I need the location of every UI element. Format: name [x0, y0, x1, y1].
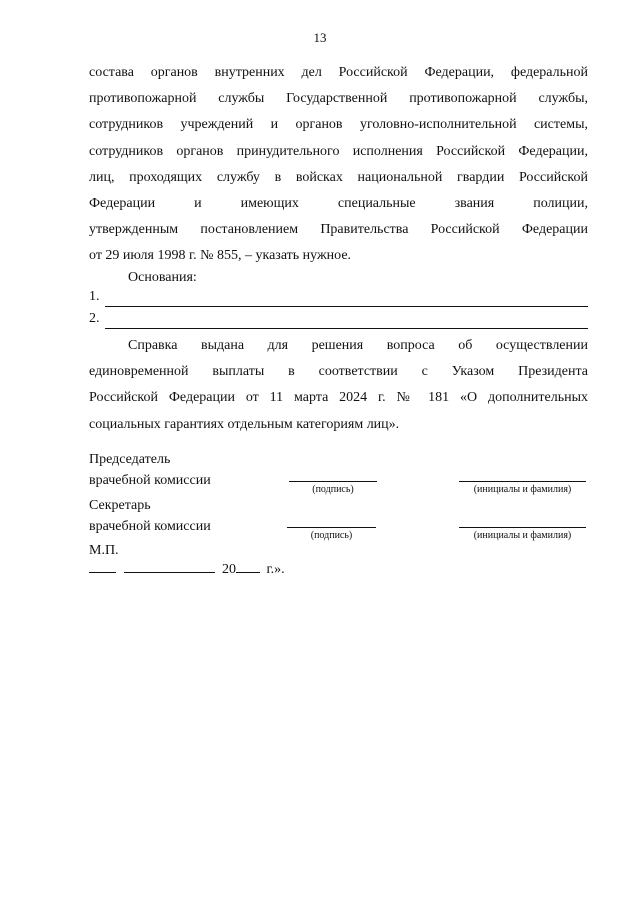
chairman-name-caption: (инициалы и фамилия)	[473, 484, 572, 495]
spravka-paragraph	[89, 333, 588, 438]
ground-item-number: 2.	[89, 311, 100, 326]
chairman-signature-caption: (подпись)	[312, 484, 354, 495]
blank-line	[105, 306, 588, 307]
blank-line	[105, 328, 588, 329]
chairman-title	[89, 449, 211, 491]
date-line	[89, 558, 285, 578]
year-prefix: 20	[222, 562, 236, 577]
text-line: сотрудников учреждений и органов уголовно-исполнительной системы,	[89, 117, 588, 133]
chairman-title-line1: Председатель	[89, 452, 171, 467]
secretary-name-caption: (инициалы и фамилия)	[473, 530, 572, 541]
text-line: Федерации и имеющих специальные звания полиции,	[89, 195, 588, 211]
year-blank	[236, 558, 260, 573]
main-paragraph	[89, 60, 588, 270]
page-number: 13	[313, 30, 327, 45]
date-suffix: г.».	[266, 562, 285, 577]
text-line: социальных гарантиях отдельным категориям лиц».	[89, 416, 400, 432]
chairman-name-line	[459, 481, 586, 482]
text-line: противопожарной службы Государственной противопожарной службы,	[89, 91, 588, 107]
text-line: сотрудников органов принудительного исполнения Российской Федерации,	[89, 143, 588, 159]
secretary-name-line	[459, 527, 586, 528]
ground-item-number: 1.	[89, 289, 100, 304]
secretary-title-line2: врачебной комиссии	[89, 519, 211, 534]
ground-item	[89, 311, 588, 331]
day-blank	[89, 558, 116, 573]
chairman-title-line2: врачебной комиссии	[89, 473, 211, 488]
text-line: утвержденным постановлением Правительства Российской Федерации	[89, 222, 588, 238]
secretary-title	[89, 495, 211, 537]
text-line: Российской Федерации от 11 марта 2024 г. № 181 «О дополнительных	[89, 390, 588, 406]
stamp-place: М.П.	[89, 543, 119, 558]
text-line: единовременной выплаты в соответствии с Указом Президента	[89, 364, 588, 380]
chairman-signature-line	[289, 481, 377, 482]
text-line: Справка выдана для решения вопроса об осуществлении	[128, 338, 588, 353]
text-line: состава органов внутренних дел Российской Федерации, федеральной	[89, 65, 588, 80]
secretary-signature-caption: (подпись)	[310, 530, 353, 541]
ground-item	[89, 289, 588, 309]
text-line: от 29 июля 1998 г. № 855, – указать нужное.	[89, 248, 352, 264]
secretary-title-line1: Секретарь	[89, 498, 151, 513]
grounds-title: Основания:	[128, 270, 197, 285]
month-blank	[124, 558, 215, 573]
secretary-signature-line	[287, 527, 376, 528]
text-line: лиц, проходящих службу в войсках национальной гвардии Российской	[89, 169, 588, 185]
